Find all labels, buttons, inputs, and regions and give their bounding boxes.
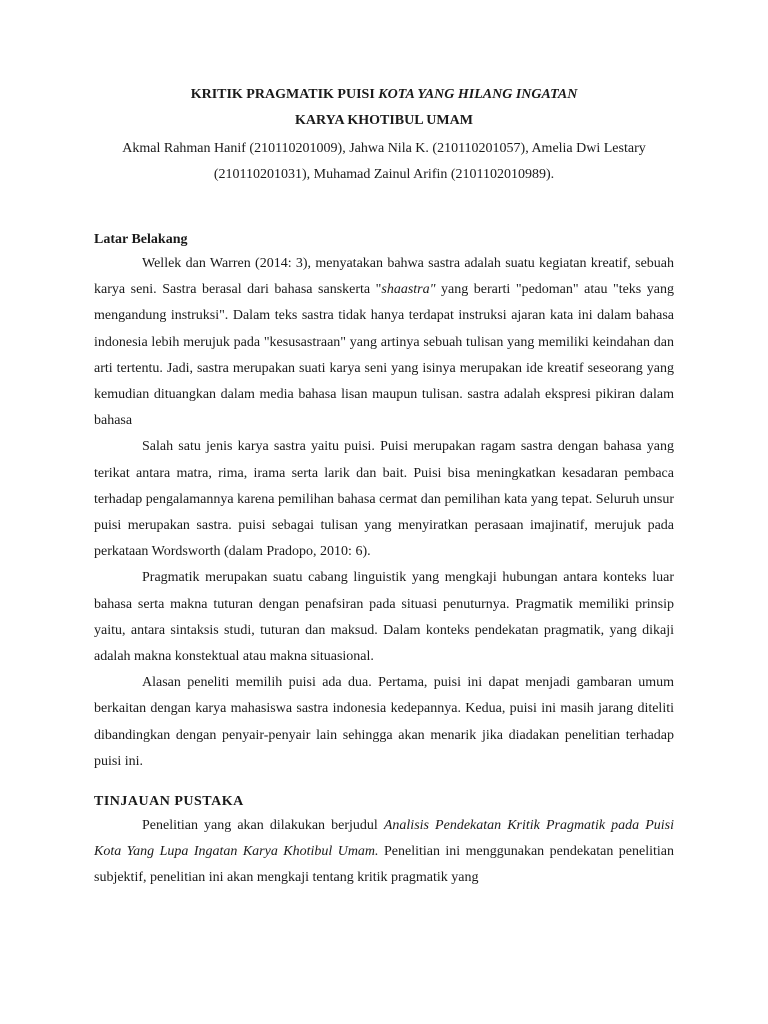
paragraph-latar-4: Alasan peneliti memilih puisi ada dua. Pertama, puisi ini dapat menjadi gambaran umum berkaitan dengan karya mahasiswa sastra indonesia kedepannya. Kedua, puisi ini masih jarang diteliti dibandingkan dengan penyair-penyair lain sehingga akan menarik jika diadakan penelitian terhadap puisi ini. <box>94 675 674 769</box>
italic-research-title: Analisis Pendekatan Kritik Pragmatik pada Puisi Kota Yang Lupa Ingatan Karya Khotibul Umam. <box>94 818 674 860</box>
paragraph-tinjauan-1 <box>94 813 674 892</box>
title-prefix: KRITIK PRAGMATIK PUISI <box>190 87 379 102</box>
section-heading-latar-belakang: Latar Belakang <box>94 232 188 247</box>
document-title <box>94 84 674 106</box>
section-heading-tinjauan-pustaka: TINJAUAN PUSTAKA <box>94 794 244 810</box>
author-list: Akmal Rahman Hanif (210110201009), Jahwa Nila K. (210110201057), Amelia Dwi Lestary (210110201031), Muhamad Zainul Arifin (2101102010989). <box>122 141 646 182</box>
paragraph-text: Penelitian ini menggunakan pendekatan penelitian subjektif, penelitian ini akan mengkaji tentang kritik pragmatik yang <box>94 844 674 886</box>
document-page <box>94 84 674 892</box>
italic-term: shaastra" <box>381 282 436 298</box>
title-poem-name: KOTA YANG HILANG INGATAN <box>378 87 578 102</box>
document-subtitle: KARYA KHOTIBUL UMAM <box>295 113 473 128</box>
paragraph-text: Wellek dan Warren (2014: 3), menyatakan bahwa sastra adalah suatu kegiatan kreatif, sebuah karya seni. Sastra berasal dari bahasa sanskerta " <box>94 256 674 298</box>
paragraph-latar-3: Pragmatik merupakan suatu cabang linguistik yang mengkaji hubungan antara konteks luar bahasa serta makna tuturan dengan penafsiran pada situasi penuturnya. Pragmatik memiliki prinsip yaitu, antara sintaksis studi, tuturan dan maksud. Dalam konteks pendekatan pragmatik, yang dikaji adalah makna konstektual atau makna situasional. <box>94 570 674 665</box>
paragraph-latar-2: Salah satu jenis karya sastra yaitu puisi. Puisi merupakan ragam sastra dengan bahasa yang terikat antara matra, rima, irama serta larik dan bait. Puisi bisa meningkatkan kesadaran pembaca terhadap pengalamannya karena pemilihan bahasa cermat dan pemilihan kata yang tepat. Seluruh unsur puisi merupakan sastra. puisi sebagai tulisan yang menyiratkan perasaan imajinatif, merujuk pada perkataan Wordsworth (dalam Pradopo, 2010: 6). <box>94 439 674 560</box>
paragraph-text: yang berarti "pedoman" atau "teks yang mengandung instruksi". Dalam teks sastra tidak hanya terdapat instruksi ajaran kata ini dalam bahasa indonesia lebih merujuk pada "kesusastraan" yang artinya sebuah tulisan yang memiliki keindahan dan arti tertentu. Jadi, sastra merupakan suati karya seni yang isinya merupakan ide kreatif seseorang yang kemudian dituangkan dalam media bahasa lisan maupun tulisan. sastra adalah ekspresi pikiran dalam bahasa <box>94 282 674 429</box>
paragraph-latar-1 <box>94 251 674 434</box>
paragraph-text: Penelitian yang akan dilakukan berjudul <box>142 818 384 834</box>
